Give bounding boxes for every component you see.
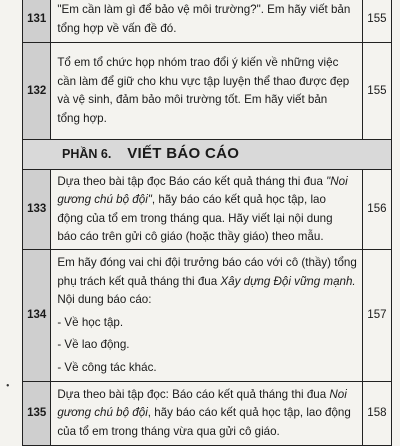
table-row [23,43,392,140]
text-line: "Em cần làm gì để bảo vệ môi trường?". Em hãy viết bản [57,3,351,16]
section-title: VIẾT BÁO CÁO [127,144,240,162]
italic-span: Xây dựng Đội vững mạnh. [220,274,356,288]
text-line: của tổ em trong tháng vừa qua gửi cô giáo. [57,424,280,438]
text-line: Em hãy đóng vai chi đội trưởng báo cáo với cô (thầy) tổng [57,256,357,269]
page-mark: • [6,381,10,392]
section-header-row [23,140,392,170]
italic-span: gương chú bộ đội" [57,193,152,206]
text-line: tổng hợp về vấn đề đó. [57,21,177,35]
text-line: tổng hợp. [57,111,107,125]
exercise-text [51,382,362,446]
text-span: phụ trách kết quả tháng thi đua [57,274,221,288]
text-line: báo cáo trên gửi cô giáo (hoặc thầy giáo) theo mẫu. [57,230,324,243]
section-header [23,140,392,170]
table-row [23,170,392,250]
page-number: 158 [362,382,391,446]
exercise-number: 134 [23,250,51,382]
exercise-number: 133 [23,170,51,250]
exercise-number: 132 [23,43,51,140]
contents-table [22,0,392,446]
text-span: , hãy báo cáo kết quả học tập, lao [151,193,326,206]
text-span: Dựa theo bài tập đọc Báo cáo kết quả tháng thi đua [57,174,327,188]
text-line: động của tổ em trong tháng qua. Hãy viết lại nội dung [57,211,333,225]
text-line: - Về học tập. [57,315,124,329]
page-number: 155 [362,43,391,140]
text-line [57,386,356,405]
italic-span: Noi [329,387,347,401]
italic-span: gương chú bộ đội [57,406,148,420]
text-span: , hãy báo cáo kết quả học tập, lao động [147,406,351,420]
exercise-text [51,43,362,140]
text-line: cần làm để giữ cho khu vực tập luyện thể thao được đẹp [57,74,350,88]
exercise-text [51,0,362,43]
text-line [57,191,356,210]
text-line [57,404,356,423]
text-span: Dựa theo bài tập đọc: Báo cáo kết quả tháng thi đua [57,387,330,401]
table-row [23,382,392,446]
text-line: và vệ sinh, đảm bảo môi trường tốt. Em hãy viết bản [57,93,328,106]
text-line: - Về lao động. [57,338,130,351]
section-label: PHẦN 6. [62,146,112,161]
text-line: Nội dung báo cáo: [57,293,152,306]
page-number: 157 [362,250,391,382]
exercise-text [51,170,362,250]
text-line: - Về công tác khác. [57,360,157,374]
page-number: 155 [362,0,391,43]
exercise-number: 131 [23,0,51,43]
text-line [57,273,356,292]
exercise-number: 135 [23,382,51,446]
text-line: Tổ em tổ chức họp nhóm trao đổi ý kiến về những việc [57,56,339,69]
text-line [57,173,356,192]
page-number: 156 [362,170,391,250]
italic-span: "Noi [326,174,348,188]
table-row [23,0,392,43]
table-row [23,250,392,382]
exercise-text [51,250,362,382]
